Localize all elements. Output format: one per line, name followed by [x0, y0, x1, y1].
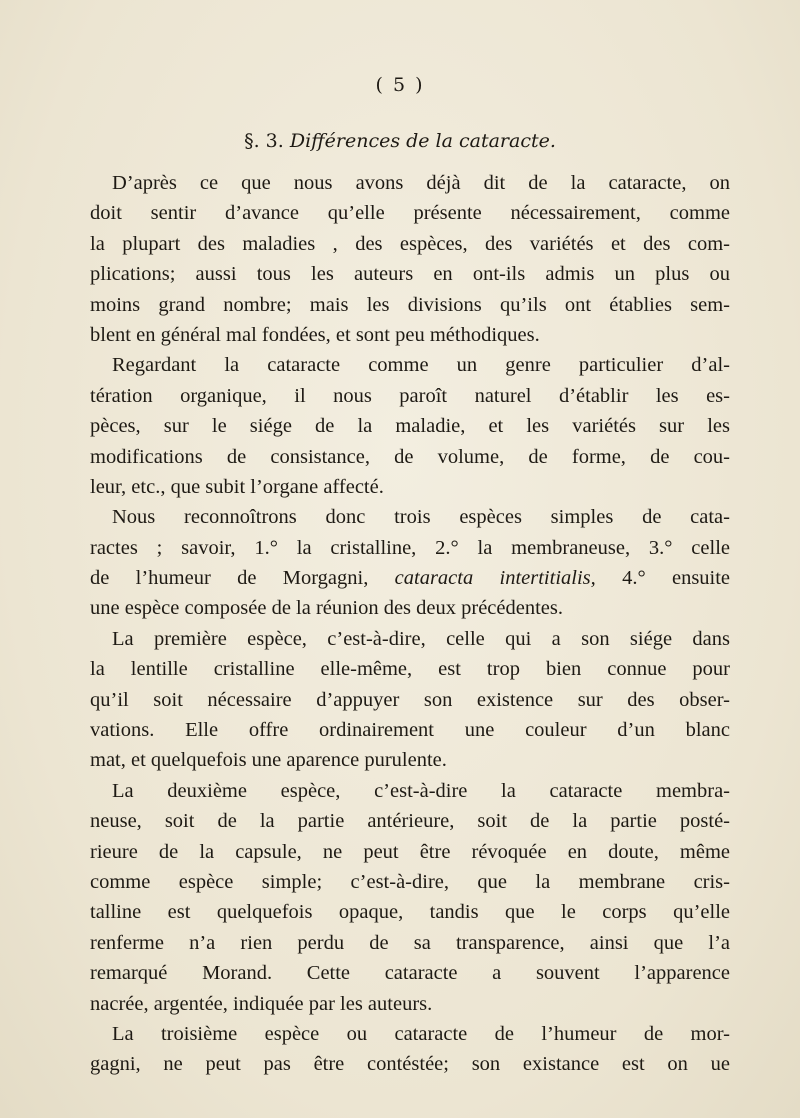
section-number: §. 3.	[244, 130, 284, 152]
text-line: neuse, soit de la partie antérieure, soit de la partie posté-	[90, 810, 730, 833]
text-line: ractes ; savoir, 1.° la cristalline, 2.° la membraneuse, 3.° celle	[90, 536, 730, 559]
text-line: la plupart des maladies , des espèces, des variétés et des com-	[90, 232, 730, 255]
text-line: remarqué Morand. Cette cataracte a souvent l’apparence	[90, 962, 730, 985]
latin-term: cataracta intertitialis,	[394, 567, 596, 590]
text-segment: 4.° ensuite	[622, 567, 731, 590]
text-line: La deuxième espèce, c’est-à-dire la cataracte membra-	[112, 779, 730, 802]
text-line: tération organique, il nous paroît naturel d’établir les es-	[90, 384, 730, 407]
text-line: moins grand nombre; mais les divisions qu’ils ont établies sem-	[90, 293, 730, 316]
text-line: la lentille cristalline elle-même, est trop bien connue pour	[90, 658, 730, 681]
text-line: une espèce composée de la réunion des deux précédentes.	[90, 597, 564, 620]
text-line: Regardant la cataracte comme un genre particulier d’al-	[112, 354, 730, 377]
page-number: ( 5 )	[375, 74, 425, 96]
text-line: La troisième espèce ou cataracte de l’humeur de mor-	[112, 1022, 730, 1045]
text-line: D’après ce que nous avons déjà dit de la cataracte, on	[112, 172, 730, 194]
text-segment: de l’humeur de Morgagni,	[90, 567, 369, 590]
text-line: mat, et quelquefois une aparence purulente.	[90, 749, 447, 772]
text-line: leur, etc., que subit l’organe affecté.	[90, 475, 384, 498]
text-line: modifications de consistance, de volume, de forme, de cou-	[90, 445, 730, 468]
text-line: doit sentir d’avance qu’elle présente nécessairement, comme	[90, 202, 730, 225]
text-line: comme espèce simple; c’est-à-dire, que la membrane cris-	[90, 870, 730, 893]
text-line: gagni, ne peut pas être contéstée; son existance est on ue	[90, 1053, 730, 1076]
text-line: renferme n’a rien perdu de sa transparence, ainsi que l’a	[90, 931, 730, 954]
text-line: nacrée, argentée, indiquée par les auteurs.	[90, 992, 433, 1015]
text-line: rieure de la capsule, ne peut être révoquée en doute, même	[90, 840, 730, 863]
text-line-mixed	[90, 563, 730, 593]
text-line: plications; aussi tous les auteurs en ont-ils admis un plus ou	[90, 263, 730, 286]
text-line: vations. Elle offre ordinairement une couleur d’un blanc	[90, 719, 730, 742]
text-line: qu’il soit nécessaire d’appuyer son existence sur des obser-	[90, 688, 730, 711]
section-heading	[0, 130, 800, 152]
text-line: pèces, sur le siége de la maladie, et les variétés sur les	[90, 415, 730, 438]
body-text	[90, 168, 730, 1080]
section-title: Différences de la cataracte.	[289, 130, 556, 152]
text-line: talline est quelquefois opaque, tandis que le corps qu’elle	[90, 901, 730, 924]
text-line: Nous reconnoîtrons donc trois espèces simples de cata-	[112, 506, 730, 529]
text-line: blent en général mal fondées, et sont peu méthodiques.	[90, 323, 540, 346]
text-line: La première espèce, c’est-à-dire, celle qui a son siége dans	[112, 627, 730, 650]
